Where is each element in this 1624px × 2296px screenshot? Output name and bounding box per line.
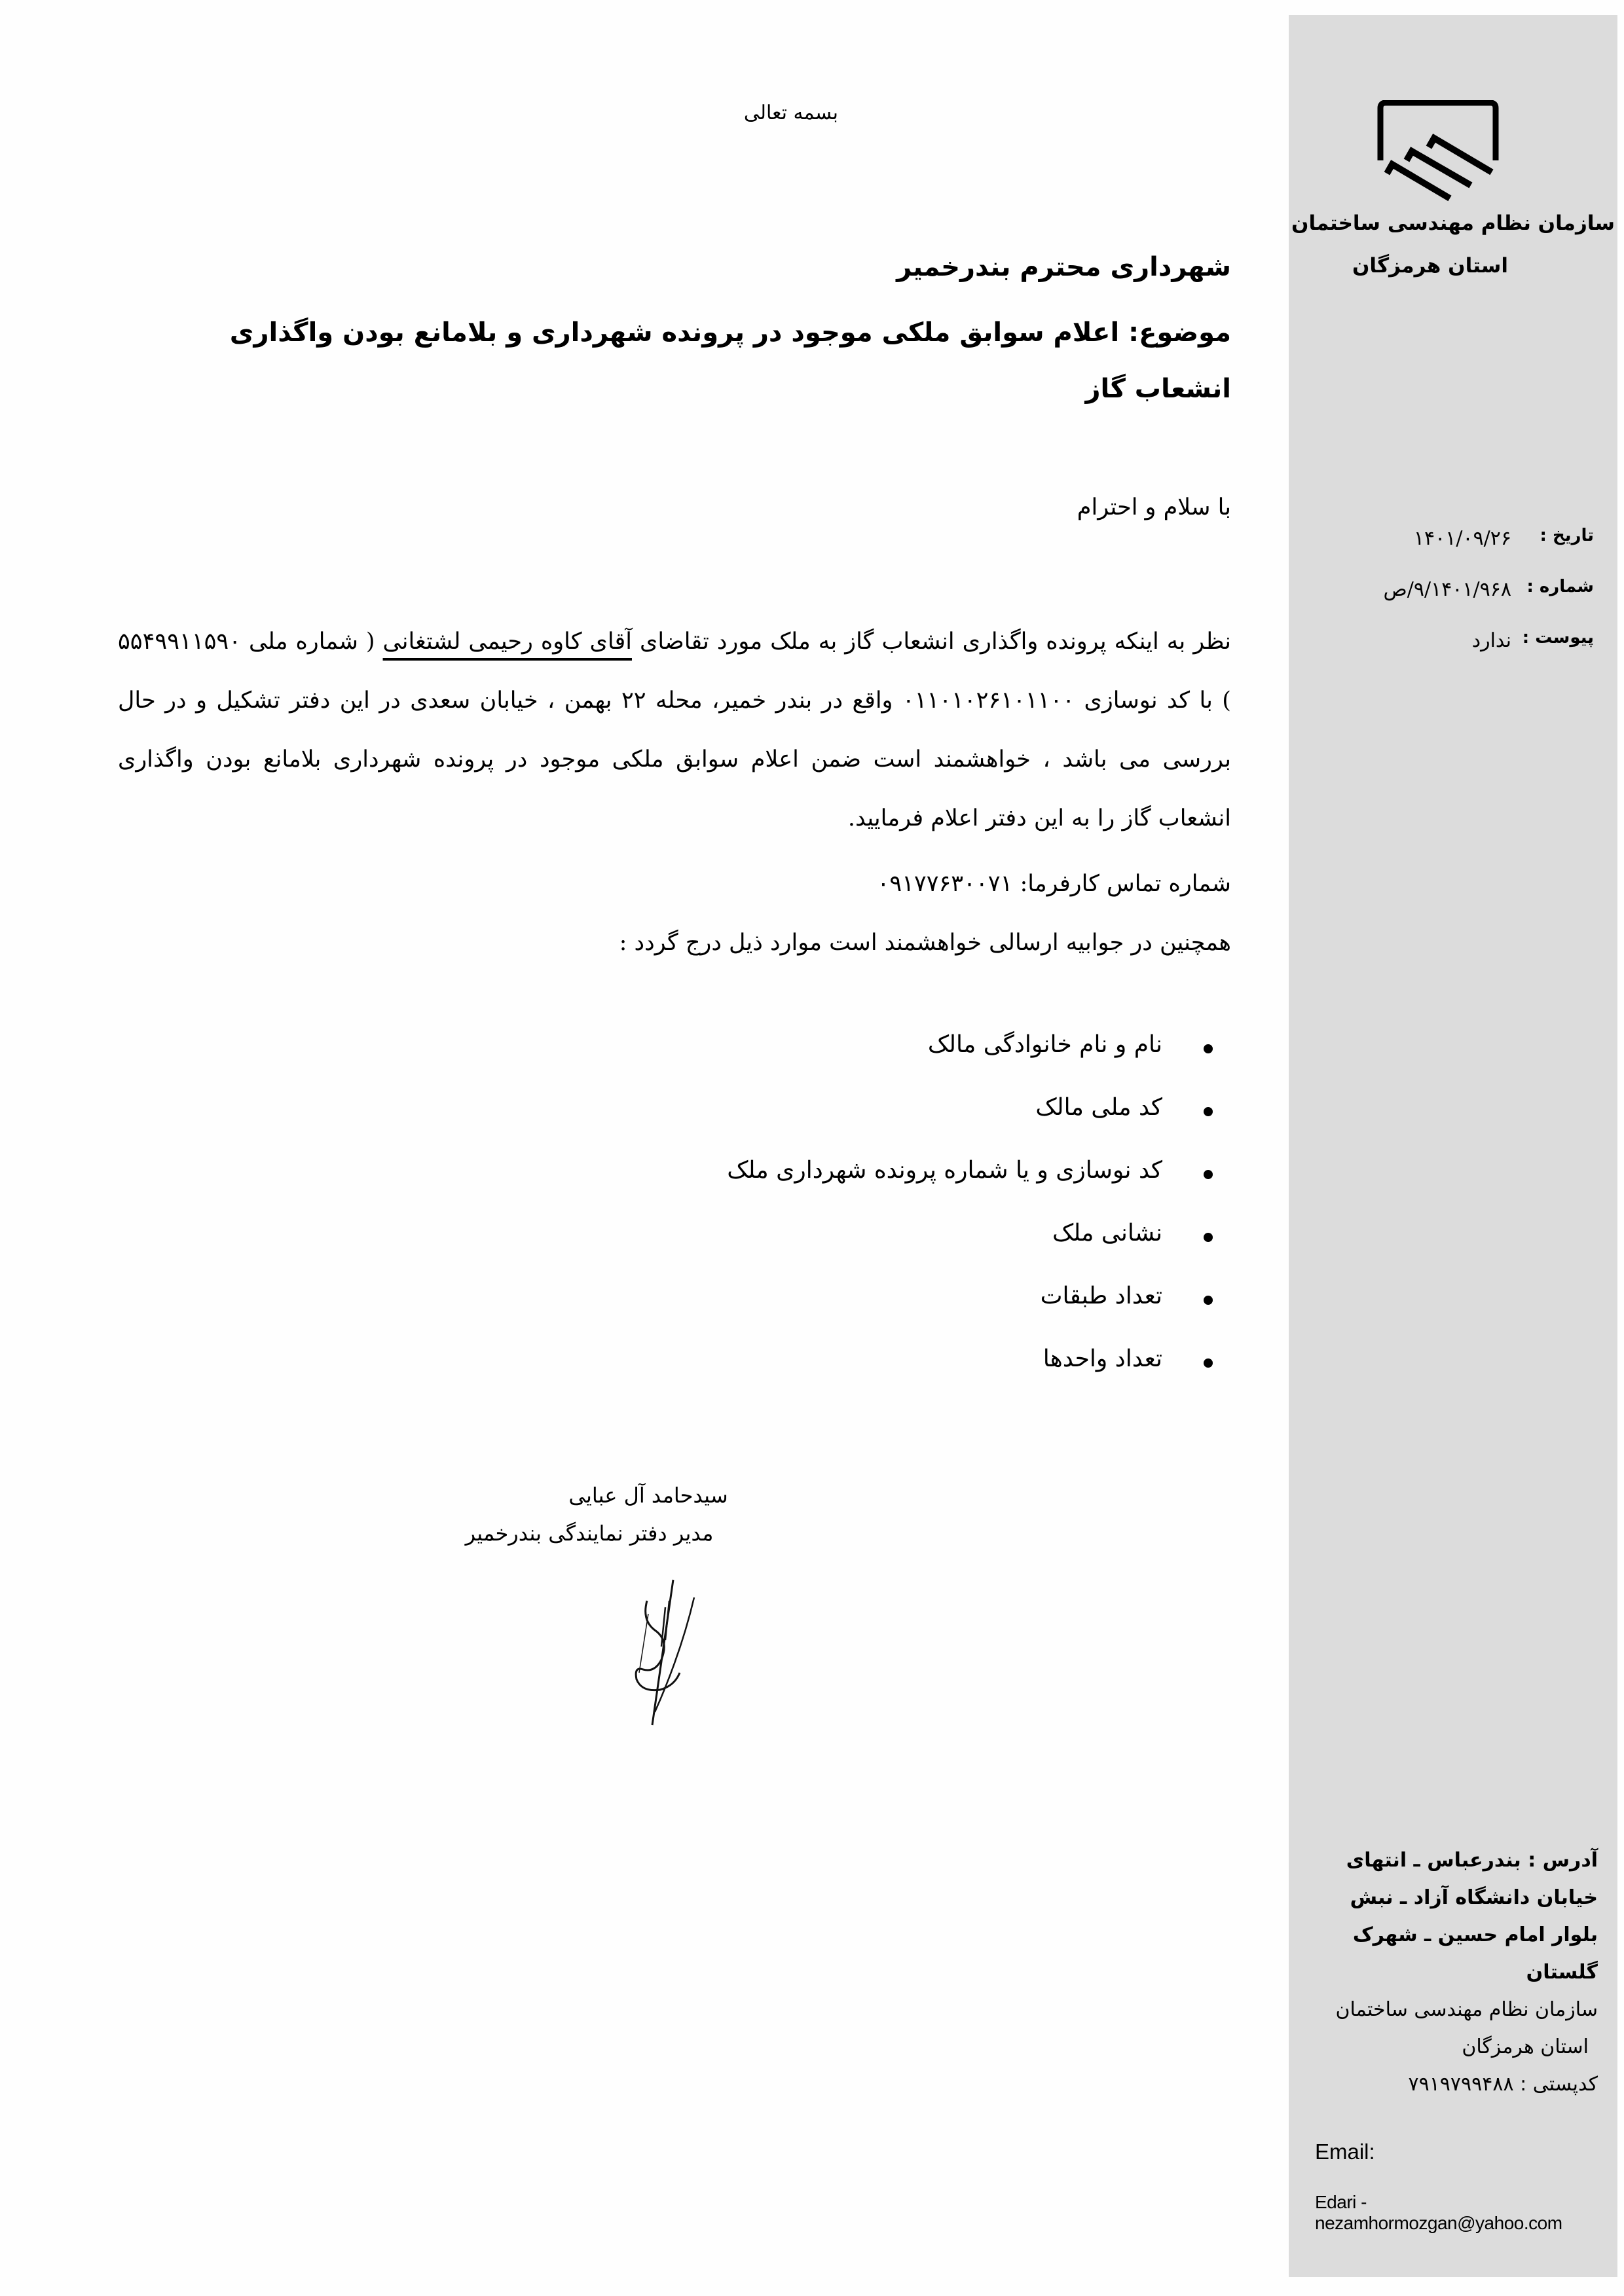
list-item xyxy=(727,1031,1231,1094)
list-item xyxy=(727,1345,1231,1408)
greeting: با سلام و احترام xyxy=(1077,494,1231,520)
recipient: شهرداری محترم بندرخمیر xyxy=(896,252,1231,282)
signer-title: مدیر دفتر نمایندگی بندرخمیر xyxy=(465,1521,714,1546)
organization-province: استان هرمزگان xyxy=(1352,254,1509,278)
number-label: شماره : xyxy=(1526,577,1594,596)
list-item-text: تعداد واحدها xyxy=(1043,1345,1162,1372)
address-line: استان هرمزگان xyxy=(1462,2035,1589,2058)
letterhead-sidebar xyxy=(1289,15,1617,2277)
postal-code: کدپستی : ۷۹۱۹۷۹۹۴۸۸ xyxy=(1408,2073,1598,2096)
list-item-text: نشانی ملک xyxy=(1052,1220,1162,1247)
list-item-text: کد نوسازی و یا شماره پرونده شهرداری ملک xyxy=(727,1157,1162,1184)
main-paragraph xyxy=(118,612,1231,848)
meta-number-row xyxy=(1289,577,1617,628)
address-line: گلستان xyxy=(1526,1961,1598,1984)
letter-meta xyxy=(1289,526,1617,679)
email-block xyxy=(1315,2140,1617,2234)
employer-contact: شماره تماس کارفرما: ۰۹۱۷۷۶۳۰۰۷۱ xyxy=(877,871,1231,897)
bullet-icon xyxy=(1204,1170,1213,1179)
bullet-icon xyxy=(1204,1296,1213,1305)
list-item-text: نام و نام خانوادگی مالک xyxy=(927,1031,1162,1058)
request-line: همچنین در جوابیه ارسالی خواهشمند است موارد ذیل درج گردد : xyxy=(619,930,1231,956)
organization-logo-icon xyxy=(1373,100,1504,205)
bullet-icon xyxy=(1204,1233,1213,1242)
organization-name: سازمان نظام مهندسی ساختمان xyxy=(1291,211,1615,235)
list-item xyxy=(727,1157,1231,1220)
letter-body xyxy=(118,0,1231,2296)
paragraph-part-2: ( شماره ملی ۵۵۴۹۹۱۱۵۹۰ ) با کد نوسازی ۰۱۱۰۱۰۲۶۱۰۱۱۰۰ واقع در بندر خمیر، محله ۲۲ بهمن ، خیابان سعدی در این دفتر تشکیل و در حال بررسی می باشد ، خواهشمند است ضمن اعلام سوابق ملکی موجود در پرونده شهرداری بلامانع بودن واگذاری انشعاب گاز را به این دفتر اعلام فرمایید. xyxy=(118,629,1231,831)
invocation: بسمه تعالی xyxy=(743,101,838,124)
paragraph-part-1: نظر به اینکه پرونده واگذاری انشعاب گاز به ملک مورد تقاضای xyxy=(631,629,1231,655)
subject: موضوع: اعلام سوابق ملکی موجود در پرونده شهرداری و بلامانع بودن واگذاری انشعاب گاز xyxy=(229,318,1231,404)
bullet-icon xyxy=(1204,1358,1213,1368)
address-line: بلوار امام حسین ـ شهرک xyxy=(1352,1923,1598,1946)
organization-address xyxy=(1310,1842,1598,2103)
address-line: خیابان دانشگاه آزاد ـ نبش xyxy=(1350,1886,1598,1909)
list-item-text: تعداد طبقات xyxy=(1040,1283,1162,1309)
signature-block xyxy=(354,1483,825,1546)
date-label: تاریخ : xyxy=(1540,526,1594,545)
meta-attachment-row xyxy=(1289,628,1617,679)
address-line: آدرس : بندرعباس ـ انتهای xyxy=(1346,1849,1598,1872)
bullet-icon xyxy=(1204,1107,1213,1116)
meta-date-row xyxy=(1289,526,1617,577)
required-items-list xyxy=(727,1031,1231,1408)
attachment-label: پیوست : xyxy=(1522,628,1594,647)
handwritten-signature-icon xyxy=(629,1575,714,1732)
attachment-value: ندارد xyxy=(1471,629,1511,652)
email-address-link[interactable]: Edari - nezamhormozgan@yahoo.com xyxy=(1315,2192,1562,2233)
list-item xyxy=(727,1283,1231,1345)
date-value: ۱۴۰۱/۰۹/۲۶ xyxy=(1413,527,1511,550)
address-line: سازمان نظام مهندسی ساختمان xyxy=(1335,1998,1598,2021)
list-item xyxy=(727,1094,1231,1157)
signer-name: سیدحامد آل عبایی xyxy=(568,1483,728,1508)
applicant-name: آقای کاوه رحیمی لشتغانی xyxy=(382,629,632,655)
list-item xyxy=(727,1220,1231,1283)
email-label: Email: xyxy=(1315,2140,1375,2164)
number-value: ۹/۱۴۰۱/۹۶۸/ص xyxy=(1383,578,1511,601)
bullet-icon xyxy=(1204,1044,1213,1053)
list-item-text: کد ملی مالک xyxy=(1035,1094,1162,1121)
